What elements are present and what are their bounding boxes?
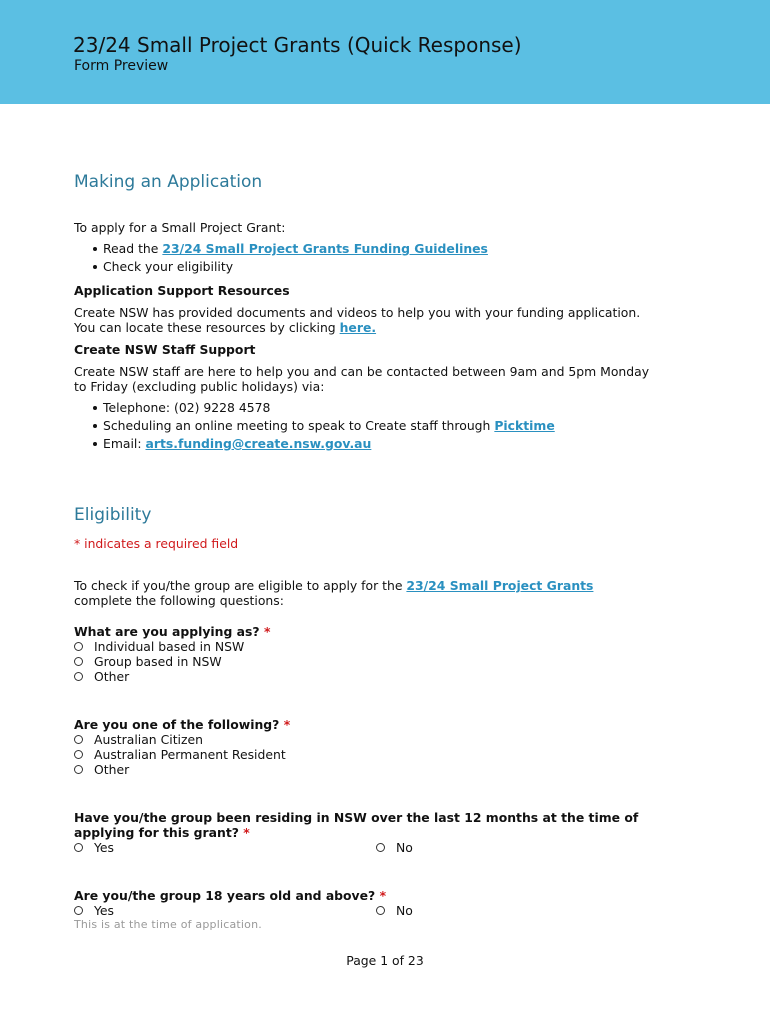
eligibility-intro-line1 [74,578,593,593]
required-asterisk: * [379,888,387,903]
support-text-line1: Create NSW has provided documents and videos to help you with your funding application. [74,305,641,320]
radio-option-no[interactable] [376,903,413,918]
bullet-read-text: Read the [103,241,163,256]
required-asterisk: * [283,717,291,732]
required-asterisk: * [243,825,250,840]
age-hint-text: This is at the time of application. [74,918,262,931]
radio-option-no[interactable] [376,840,413,855]
radio-button-icon[interactable] [74,657,83,666]
question-label: applying for this grant? [74,825,239,840]
option-label: Other [94,762,130,777]
form-title: 23/24 Small Project Grants (Quick Response) [73,33,522,57]
question-citizenship [74,717,290,732]
bullet-icon [93,265,97,269]
email-link[interactable]: arts.funding@create.nsw.gov.au [145,436,372,451]
radio-button-icon[interactable] [74,735,83,744]
staff-text-line2: to Friday (excluding public holidays) via: [74,379,325,394]
meeting-text: Scheduling an online meeting to speak to Create staff through [103,418,495,433]
staff-text-line1: Create NSW staff are here to help you and can be contacted between 9am and 5pm Monday [74,364,650,379]
bullet-read-guidelines [93,241,488,256]
radio-button-icon[interactable] [376,906,385,915]
email-label: Email: [103,436,146,451]
radio-button-icon[interactable] [74,642,83,651]
eligibility-intro-prefix: To check if you/the group are eligible to apply for the [74,578,407,593]
small-project-grants-link[interactable]: 23/24 Small Project Grants [406,578,594,593]
radio-option-permanent-resident[interactable] [74,747,286,762]
guidelines-link[interactable]: 23/24 Small Project Grants Funding Guidelines [162,241,488,256]
bullet-icon [93,406,97,410]
apply-intro: To apply for a Small Project Grant: [74,220,286,235]
option-label: Australian Permanent Resident [94,747,286,762]
radio-button-icon[interactable] [74,750,83,759]
radio-option-group[interactable] [74,654,222,669]
contact-phone [93,400,270,415]
page-number: Page 1 of 23 [346,953,424,968]
contact-meeting [93,418,555,433]
radio-button-icon[interactable] [376,843,385,852]
picktime-link[interactable]: Picktime [494,418,555,433]
radio-button-icon[interactable] [74,765,83,774]
staff-support-heading: Create NSW Staff Support [74,342,256,357]
phone-text: Telephone: (02) 9228 4578 [103,400,271,415]
support-text-prefix: You can locate these resources by clicking [74,320,340,335]
option-label: Yes [94,903,115,918]
radio-option-yes[interactable] [74,903,114,918]
form-header [0,0,770,104]
option-label: Australian Citizen [94,732,203,747]
radio-option-other[interactable] [74,762,129,777]
question-applying-as [74,624,270,639]
contact-email [93,436,371,451]
radio-option-individual[interactable] [74,639,244,654]
bullet-icon [93,424,97,428]
radio-button-icon[interactable] [74,672,83,681]
option-label: Individual based in NSW [94,639,245,654]
option-label: No [396,840,413,855]
option-label: Other [94,669,130,684]
radio-option-yes[interactable] [74,840,114,855]
required-field-note: * indicates a required field [74,536,239,551]
radio-button-icon[interactable] [74,843,83,852]
radio-option-other[interactable] [74,669,129,684]
question-residing-nsw-line2 [74,825,250,840]
section-heading-eligibility: Eligibility [74,505,152,525]
question-residing-nsw-line1: Have you/the group been residing in NSW over the last 12 months at the time of [74,810,639,825]
bullet-check-text: Check your eligibility [103,259,234,274]
bullet-check-eligibility [93,259,233,274]
option-label: Yes [94,840,115,855]
question-label: Are you/the group 18 years old and above? [74,888,376,903]
question-age [74,888,386,903]
required-asterisk: * [263,624,271,639]
bullet-icon [93,247,97,251]
question-label: Are you one of the following? [74,717,280,732]
resources-here-link[interactable]: here. [339,320,377,335]
radio-button-icon[interactable] [74,906,83,915]
section-heading-making-application: Making an Application [74,172,263,192]
support-resources-heading: Application Support Resources [74,283,290,298]
radio-option-citizen[interactable] [74,732,203,747]
form-subtitle: Form Preview [74,58,169,74]
question-label: What are you applying as? [74,624,260,639]
support-text-line2 [74,320,376,335]
option-label: No [396,903,413,918]
eligibility-intro-line2: complete the following questions: [74,593,284,608]
bullet-icon [93,442,97,446]
option-label: Group based in NSW [94,654,222,669]
